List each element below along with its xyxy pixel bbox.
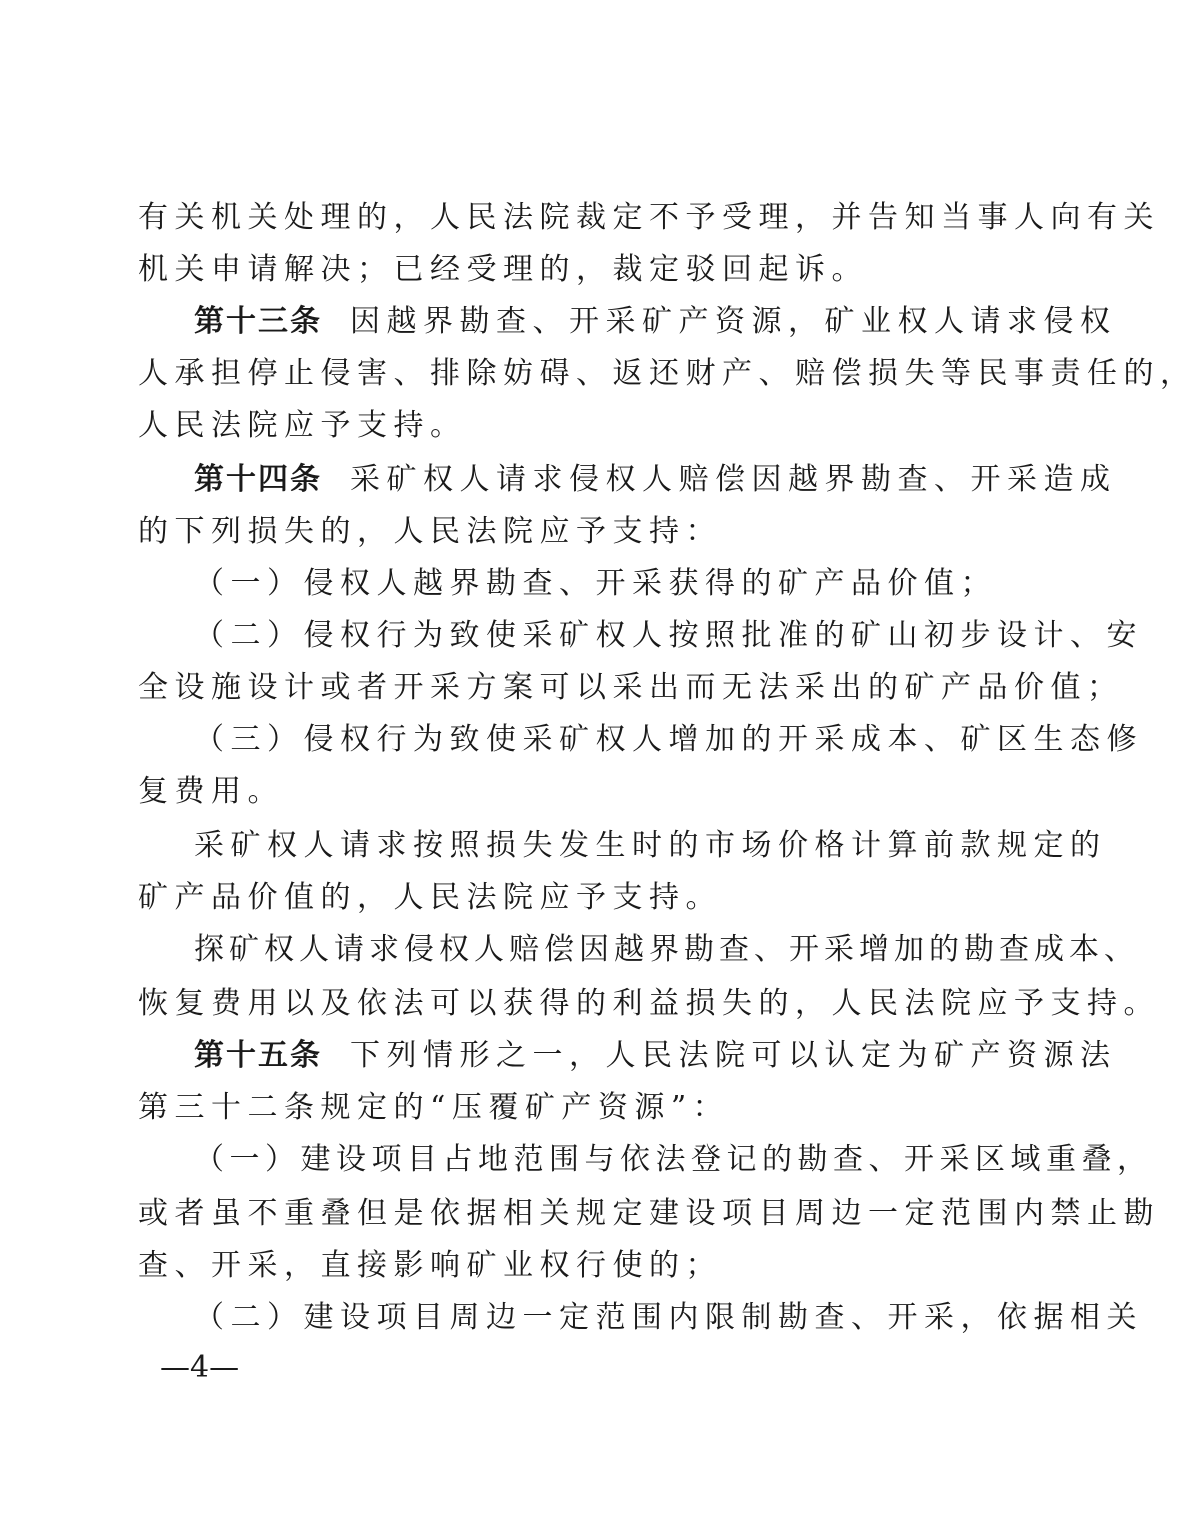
list-item-line: （一）建设项目占地范围与依法登记的勘查、开采区域重叠，	[194, 1142, 1153, 1177]
body-line: 第三十二条规定的“压覆矿产资源”：	[138, 1090, 730, 1125]
paragraph-line: 采矿权人请求按照损失发生时的市场价格计算前款规定的	[194, 828, 1107, 863]
body-line: 恢复费用以及依法可以获得的利益损失的，人民法院应予支持。	[138, 986, 1160, 1021]
article-heading: 第十三条	[194, 304, 322, 339]
article-14-line: 第十四条 采矿权人请求侵权人赔偿因越界勘查、开采造成	[194, 462, 1117, 497]
page-number: —4—	[160, 1350, 240, 1385]
body-line: 有关机关处理的，人民法院裁定不予受理，并告知当事人向有关	[138, 200, 1160, 235]
body-line: 查、开采，直接影响矿业权行使的；	[138, 1248, 722, 1283]
body-line: 复费用。	[138, 774, 284, 809]
article-heading: 第十四条	[194, 462, 322, 497]
body-line: 的下列损失的，人民法院应予支持：	[138, 514, 722, 549]
list-item-line: （三）侵权行为致使采矿权人增加的开采成本、矿区生态修	[194, 722, 1143, 757]
article-heading: 第十五条	[194, 1038, 322, 1073]
list-item-line: （二）建设项目周边一定范围内限制勘查、开采，依据相关	[194, 1300, 1143, 1335]
list-item-line: （二）侵权行为致使采矿权人按照批准的矿山初步设计、安	[194, 618, 1143, 653]
body-line: 全设施设计或者开采方案可以采出而无法采出的矿产品价值；	[138, 670, 1124, 705]
paragraph-line: 探矿权人请求侵权人赔偿因越界勘查、开采增加的勘查成本、	[194, 932, 1139, 967]
body-line: 人民法院应予支持。	[138, 408, 467, 443]
list-item-line: （一）侵权人越界勘查、开采获得的矿产品价值；	[194, 566, 997, 601]
body-line: 人承担停止侵害、排除妨碍、返还财产、赔偿损失等民事责任的，	[138, 356, 1197, 391]
body-line: 矿产品价值的，人民法院应予支持。	[138, 880, 722, 915]
body-line: 或者虽不重叠但是依据相关规定建设项目周边一定范围内禁止勘	[138, 1196, 1160, 1231]
article-13-line: 第十三条 因越界勘查、开采矿产资源，矿业权人请求侵权	[194, 304, 1117, 339]
body-line: 机关申请解决；已经受理的，裁定驳回起诉。	[138, 252, 868, 287]
article-15-line: 第十五条 下列情形之一，人民法院可以认定为矿产资源法	[194, 1038, 1117, 1073]
